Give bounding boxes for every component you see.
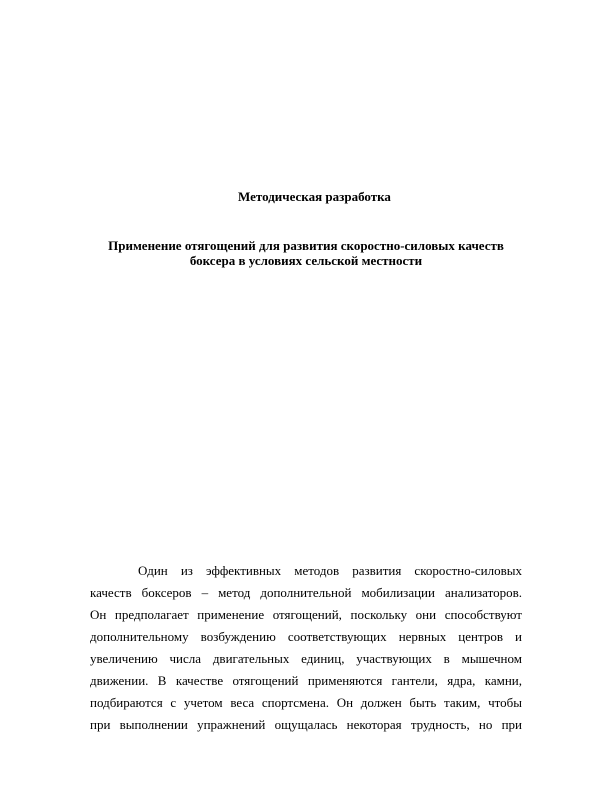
document-type-heading: Методическая разработка — [238, 189, 391, 204]
paragraph-line: дополнительному возбуждению соответствующих нервных центров и — [90, 629, 522, 644]
paragraph-line: Он предполагает применение отягощений, поскольку они способствуют — [90, 607, 522, 622]
paragraph-line: движении. В качестве отягощений применяются гантели, ядра, камни, — [90, 673, 522, 688]
title-line-2: боксера в условиях сельской местности — [189, 253, 423, 268]
body-paragraph — [90, 560, 522, 780]
document-title — [70, 238, 542, 268]
paragraph-line: качеств боксеров – метод дополнительной мобилизации анализаторов. — [90, 585, 522, 600]
paragraph-line: Один из эффективных методов развития скоростно-силовых — [138, 563, 522, 578]
title-line-1: Применение отягощений для развития скоростно-силовых качеств — [108, 238, 504, 253]
paragraph-line: при выполнении упражнений ощущалась некоторая трудность, но при — [90, 717, 522, 732]
paragraph-line: увеличению числа двигательных единиц, участвующих в мышечном — [90, 651, 522, 666]
paragraph-line: подбираются с учетом веса спортсмена. Он должен быть таким, чтобы — [90, 695, 522, 710]
